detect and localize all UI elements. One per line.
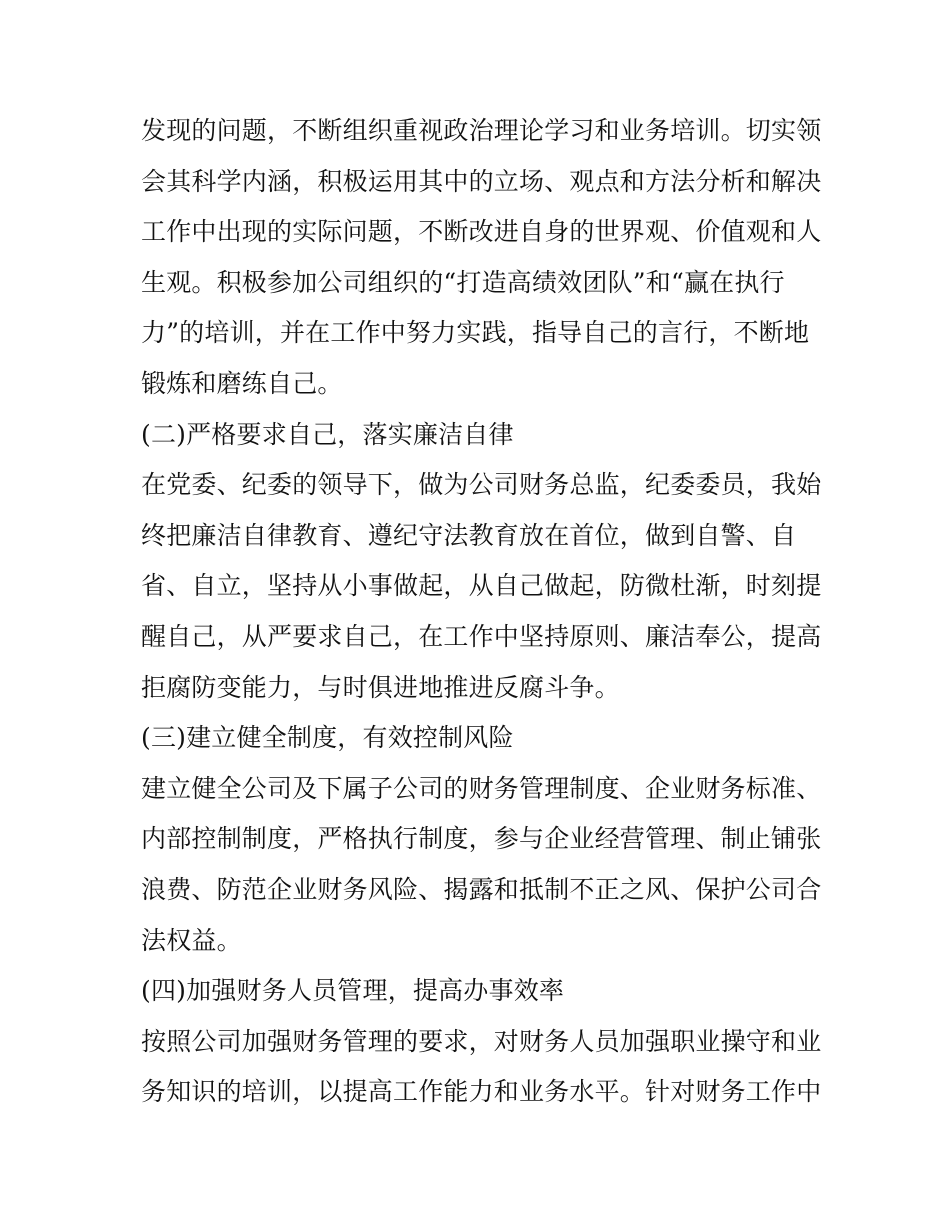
text-line: 务知识的培训，以提高工作能力和业务水平。针对财务工作中 bbox=[141, 1077, 822, 1107]
text-line: 拒腐防变能力，与时俱进地推进反腐斗争。 bbox=[141, 672, 620, 702]
section-heading: (三)建立健全制度，有效控制风险 bbox=[141, 723, 514, 753]
text-line: 法权益。 bbox=[141, 925, 242, 955]
text-line: 工作中出现的实际问题，不断改进自身的世界观、价值观和人 bbox=[141, 217, 822, 247]
text-line: 在党委、纪委的领导下，做为公司财务总监，纪委委员，我始 bbox=[141, 470, 822, 500]
text-line: 力”的培训，并在工作中努力实践，指导自己的言行，不断地 bbox=[141, 318, 810, 348]
text-line: 生观。积极参加公司组织的“打造高绩效团队”和“赢在执行 bbox=[141, 267, 785, 297]
text-line: 按照公司加强财务管理的要求，对财务人员加强职业操守和业 bbox=[141, 1026, 822, 1056]
text-line: 建立健全公司及下属子公司的财务管理制度、企业财务标准、 bbox=[141, 773, 822, 803]
text-line: 省、自立，坚持从小事做起，从自己做起，防微杜渐，时刻提 bbox=[141, 571, 822, 601]
text-line: 醒自己，从严要求自己，在工作中坚持原则、廉洁奉公，提高 bbox=[141, 621, 822, 651]
text-line: 终把廉洁自律教育、遵纪守法教育放在首位，做到自警、自 bbox=[141, 520, 797, 550]
text-line: 会其科学内涵，积极运用其中的立场、观点和方法分析和解决 bbox=[141, 166, 822, 196]
text-line: 锻炼和磨练自己。 bbox=[141, 368, 343, 398]
section-heading: (四)加强财务人员管理，提高办事效率 bbox=[141, 976, 565, 1006]
body-text bbox=[141, 106, 821, 1118]
text-line: 浪费、防范企业财务风险、揭露和抵制不正之风、保护公司合 bbox=[141, 874, 822, 904]
section-heading: (二)严格要求自己，落实廉洁自律 bbox=[141, 419, 514, 449]
text-line: 发现的问题，不断组织重视政治理论学习和业务培训。切实领 bbox=[141, 116, 822, 145]
text-line: 内部控制制度，严格执行制度，参与企业经营管理、制止铺张 bbox=[141, 824, 822, 854]
